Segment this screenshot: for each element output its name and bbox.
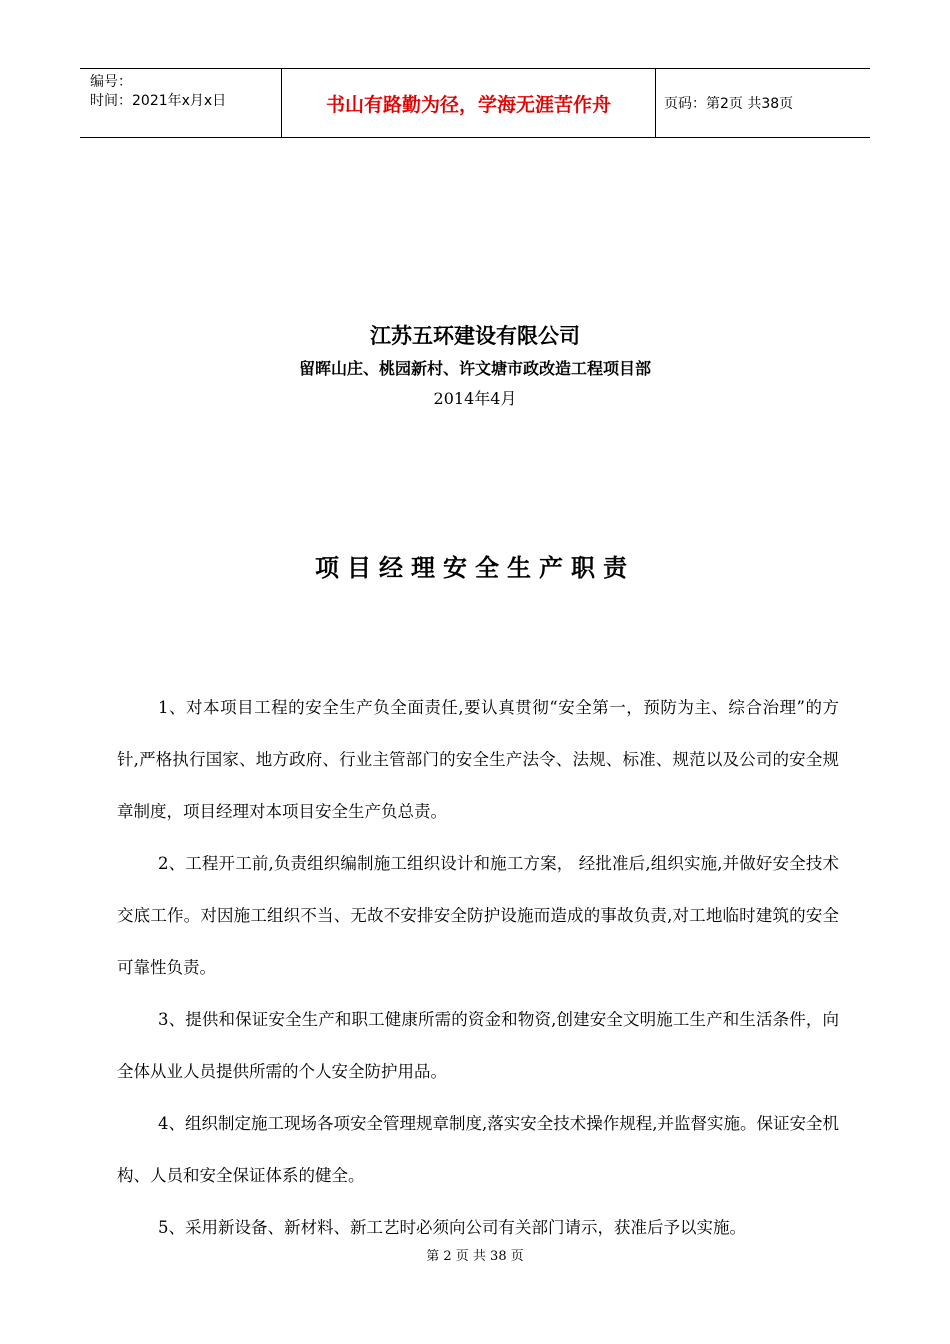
header-motto: 书山有路勤为径，学海无涯苦作舟 [281,69,656,137]
header-page-info: 页码：第2页 共38页 [664,96,794,112]
responsibility-paragraph: 4、组织制定施工现场各项安全管理规章制度,落实安全技术操作规程,并监督实施。保证安全机构、人员和安全保证体系的健全。 [117,1114,839,1185]
document-time-label: 时间：2021年x月x日 [90,93,227,109]
document-header-table [80,68,870,138]
responsibility-paragraph: 3、提供和保证安全生产和职工健康所需的资金和物资,创建安全文明施工生产和生活条件，向全体从业人员提供所需的个人安全防护用品。 [117,1010,839,1081]
responsibility-paragraph: 5、采用新设备、新材料、新工艺时必须向公司有关部门请示，获准后予以实施。 [158,1218,746,1237]
document-number-label: 编号： [90,74,132,90]
responsibility-paragraph: 2、工程开工前,负责组织编制施工组织设计和施工方案， 经批准后,组织实施,并做好安全技术交底工作。对因施工组织不当、无故不安排安全防护设施而造成的事故负责,对工地临时建筑的安全可靠性负责。 [117,854,839,977]
company-name: 江苏五环建设有限公司 [370,323,580,348]
document-date: 2014年4月 [433,389,517,408]
responsibility-paragraph: 1、对本项目工程的安全生产负全面责任,要认真贯彻“安全第一，预防为主、综合治理”的方针,严格执行国家、地方政府、行业主管部门的安全生产法令、法规、标准、规范以及公司的安全规章制度，项目经理对本项目安全生产负总责。 [117,698,839,821]
page-footer: 第 2 页 共 38 页 [426,1249,524,1264]
header-meta-cell [80,69,281,137]
document-title: 项目经理安全生产职责 [315,553,635,582]
project-department: 留晖山庄、桃园新村、许文塘市政改造工程项目部 [298,359,651,378]
document-body [117,682,839,1254]
